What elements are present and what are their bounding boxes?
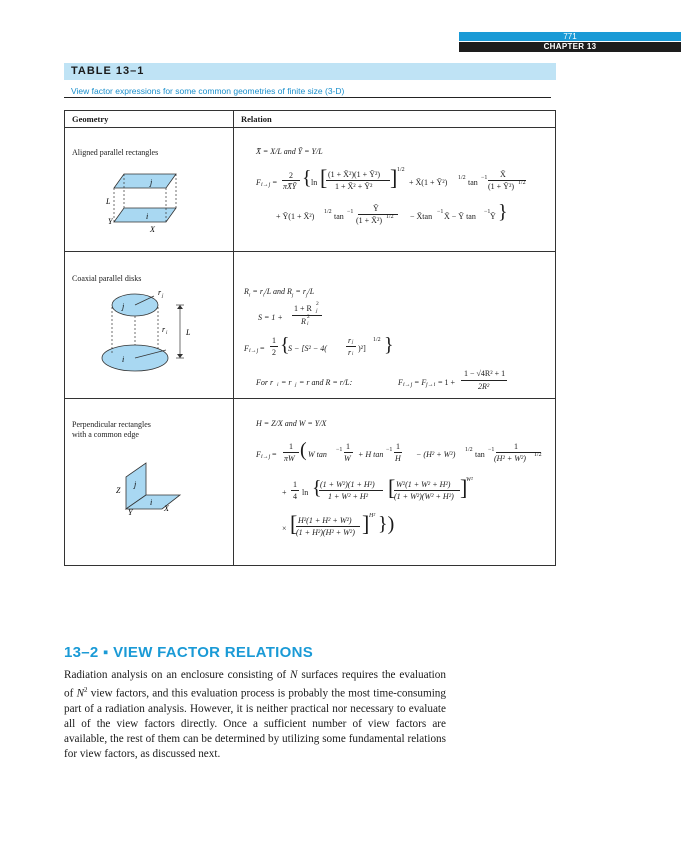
eq-term: Ȳ [490, 212, 496, 221]
perpendicular-rectangles-figure [112, 455, 192, 515]
label-ri-sub: i [166, 331, 168, 336]
tan-text: tan [468, 178, 478, 187]
label-X: X [150, 225, 155, 234]
ln-text: ln [311, 178, 318, 187]
equation-hw-definition: H = Z/X and W = Y/X [256, 419, 327, 428]
table-column-divider [233, 110, 234, 566]
geometry-label: Coaxial parallel disks [72, 274, 142, 283]
tan-text: tan [334, 212, 344, 221]
label-Y: Y [128, 508, 133, 517]
label-rj-sub: j [162, 294, 164, 299]
eq-subscript: i→j [261, 182, 271, 188]
geometry-label-line1: Perpendicular rectangles [72, 420, 151, 429]
table-row-divider [64, 398, 556, 399]
exponent: 1/2 [458, 175, 466, 181]
exponent: 1/2 [397, 167, 405, 173]
section-heading: 13–2 ▪ VIEW FACTOR RELATIONS [64, 644, 314, 661]
column-header-relation: Relation [241, 114, 272, 124]
equation-xy-definition: X̄ = X/L and Ȳ = Y/L [256, 147, 323, 156]
aligned-rectangles-figure [106, 168, 190, 236]
exponent: −1 [484, 209, 491, 215]
table-title: TABLE 13–1 [71, 65, 145, 77]
label-i: i [122, 355, 125, 364]
exponent: 1/2 [518, 180, 526, 186]
label-ri: r [162, 325, 166, 334]
running-header [459, 32, 681, 52]
frac-numerator: Ȳ [373, 204, 379, 213]
exponent: −1 [347, 209, 354, 215]
caption-rule [64, 97, 551, 98]
section-paragraph: Radiation analysis on an enclosure consisting of N surfaces requires the evaluation of $N^2$ view factors, and this evaluation process is probably the most time-consuming part of a radiation analysis. However, it is neither practical nor necessary to evaluate all of the view factors directly. Once a sufficient number of view factors are available, the rest of them can be determined by utilizing some fundamental relations for view factors, as discussed next. [64, 669, 446, 760]
exponent: −1 [481, 175, 488, 181]
frac-numerator: X̄ [500, 170, 506, 179]
label-X: X [164, 504, 169, 513]
ln-denominator: 1 + X̄² + Ȳ² [335, 182, 373, 191]
eq-term: + X̄(1 + Ȳ²) [409, 178, 448, 187]
chapter-label: CHAPTER 13 [459, 42, 681, 52]
geometry-label-line2: with a common edge [72, 430, 139, 439]
label-j: j [150, 178, 153, 187]
table-caption: View factor expressions for some common geometries of finite size (3-D) [71, 86, 345, 96]
eq-term: X̄ − Ȳ tan [444, 212, 476, 221]
label-Z: Z [116, 486, 121, 495]
label-Y: Y [108, 217, 113, 226]
label-j: j [122, 302, 125, 311]
coaxial-disks-figure [100, 285, 200, 381]
table-header-divider [64, 127, 556, 128]
label-L: L [186, 328, 191, 337]
eq-term: − X̄tan [410, 212, 433, 221]
frac-denominator: πX̄Ȳ [283, 182, 297, 191]
label-j: j [134, 480, 137, 489]
equation-r-definition: $R_i = r_i/L$ and $R_j = r_j/L$ [244, 287, 315, 299]
eq-equals: = [272, 178, 278, 187]
frac-denominator: (1 + X̄²) [356, 216, 383, 225]
label-rj: r [158, 288, 162, 297]
geometry-label: Aligned parallel rectangles [72, 148, 159, 157]
table-title-band [64, 63, 556, 80]
table-row-divider [64, 251, 556, 252]
column-header-geometry: Geometry [72, 114, 109, 124]
page-number: 771 [459, 32, 681, 41]
label-i: i [146, 212, 149, 221]
frac-numerator: 2 [289, 171, 293, 180]
frac-denominator: (1 + Ȳ²) [488, 182, 515, 191]
ln-numerator: (1 + X̄²)(1 + Ȳ²) [328, 170, 381, 179]
eq-symbol-F: F [256, 178, 261, 187]
exponent: −1 [437, 209, 444, 215]
label-L: L [106, 197, 111, 206]
label-i: i [150, 498, 153, 507]
eq-term: + Ȳ(1 + X̄²) [276, 212, 315, 221]
exponent: 1/2 [324, 209, 332, 215]
exponent: 1/2 [386, 214, 394, 220]
